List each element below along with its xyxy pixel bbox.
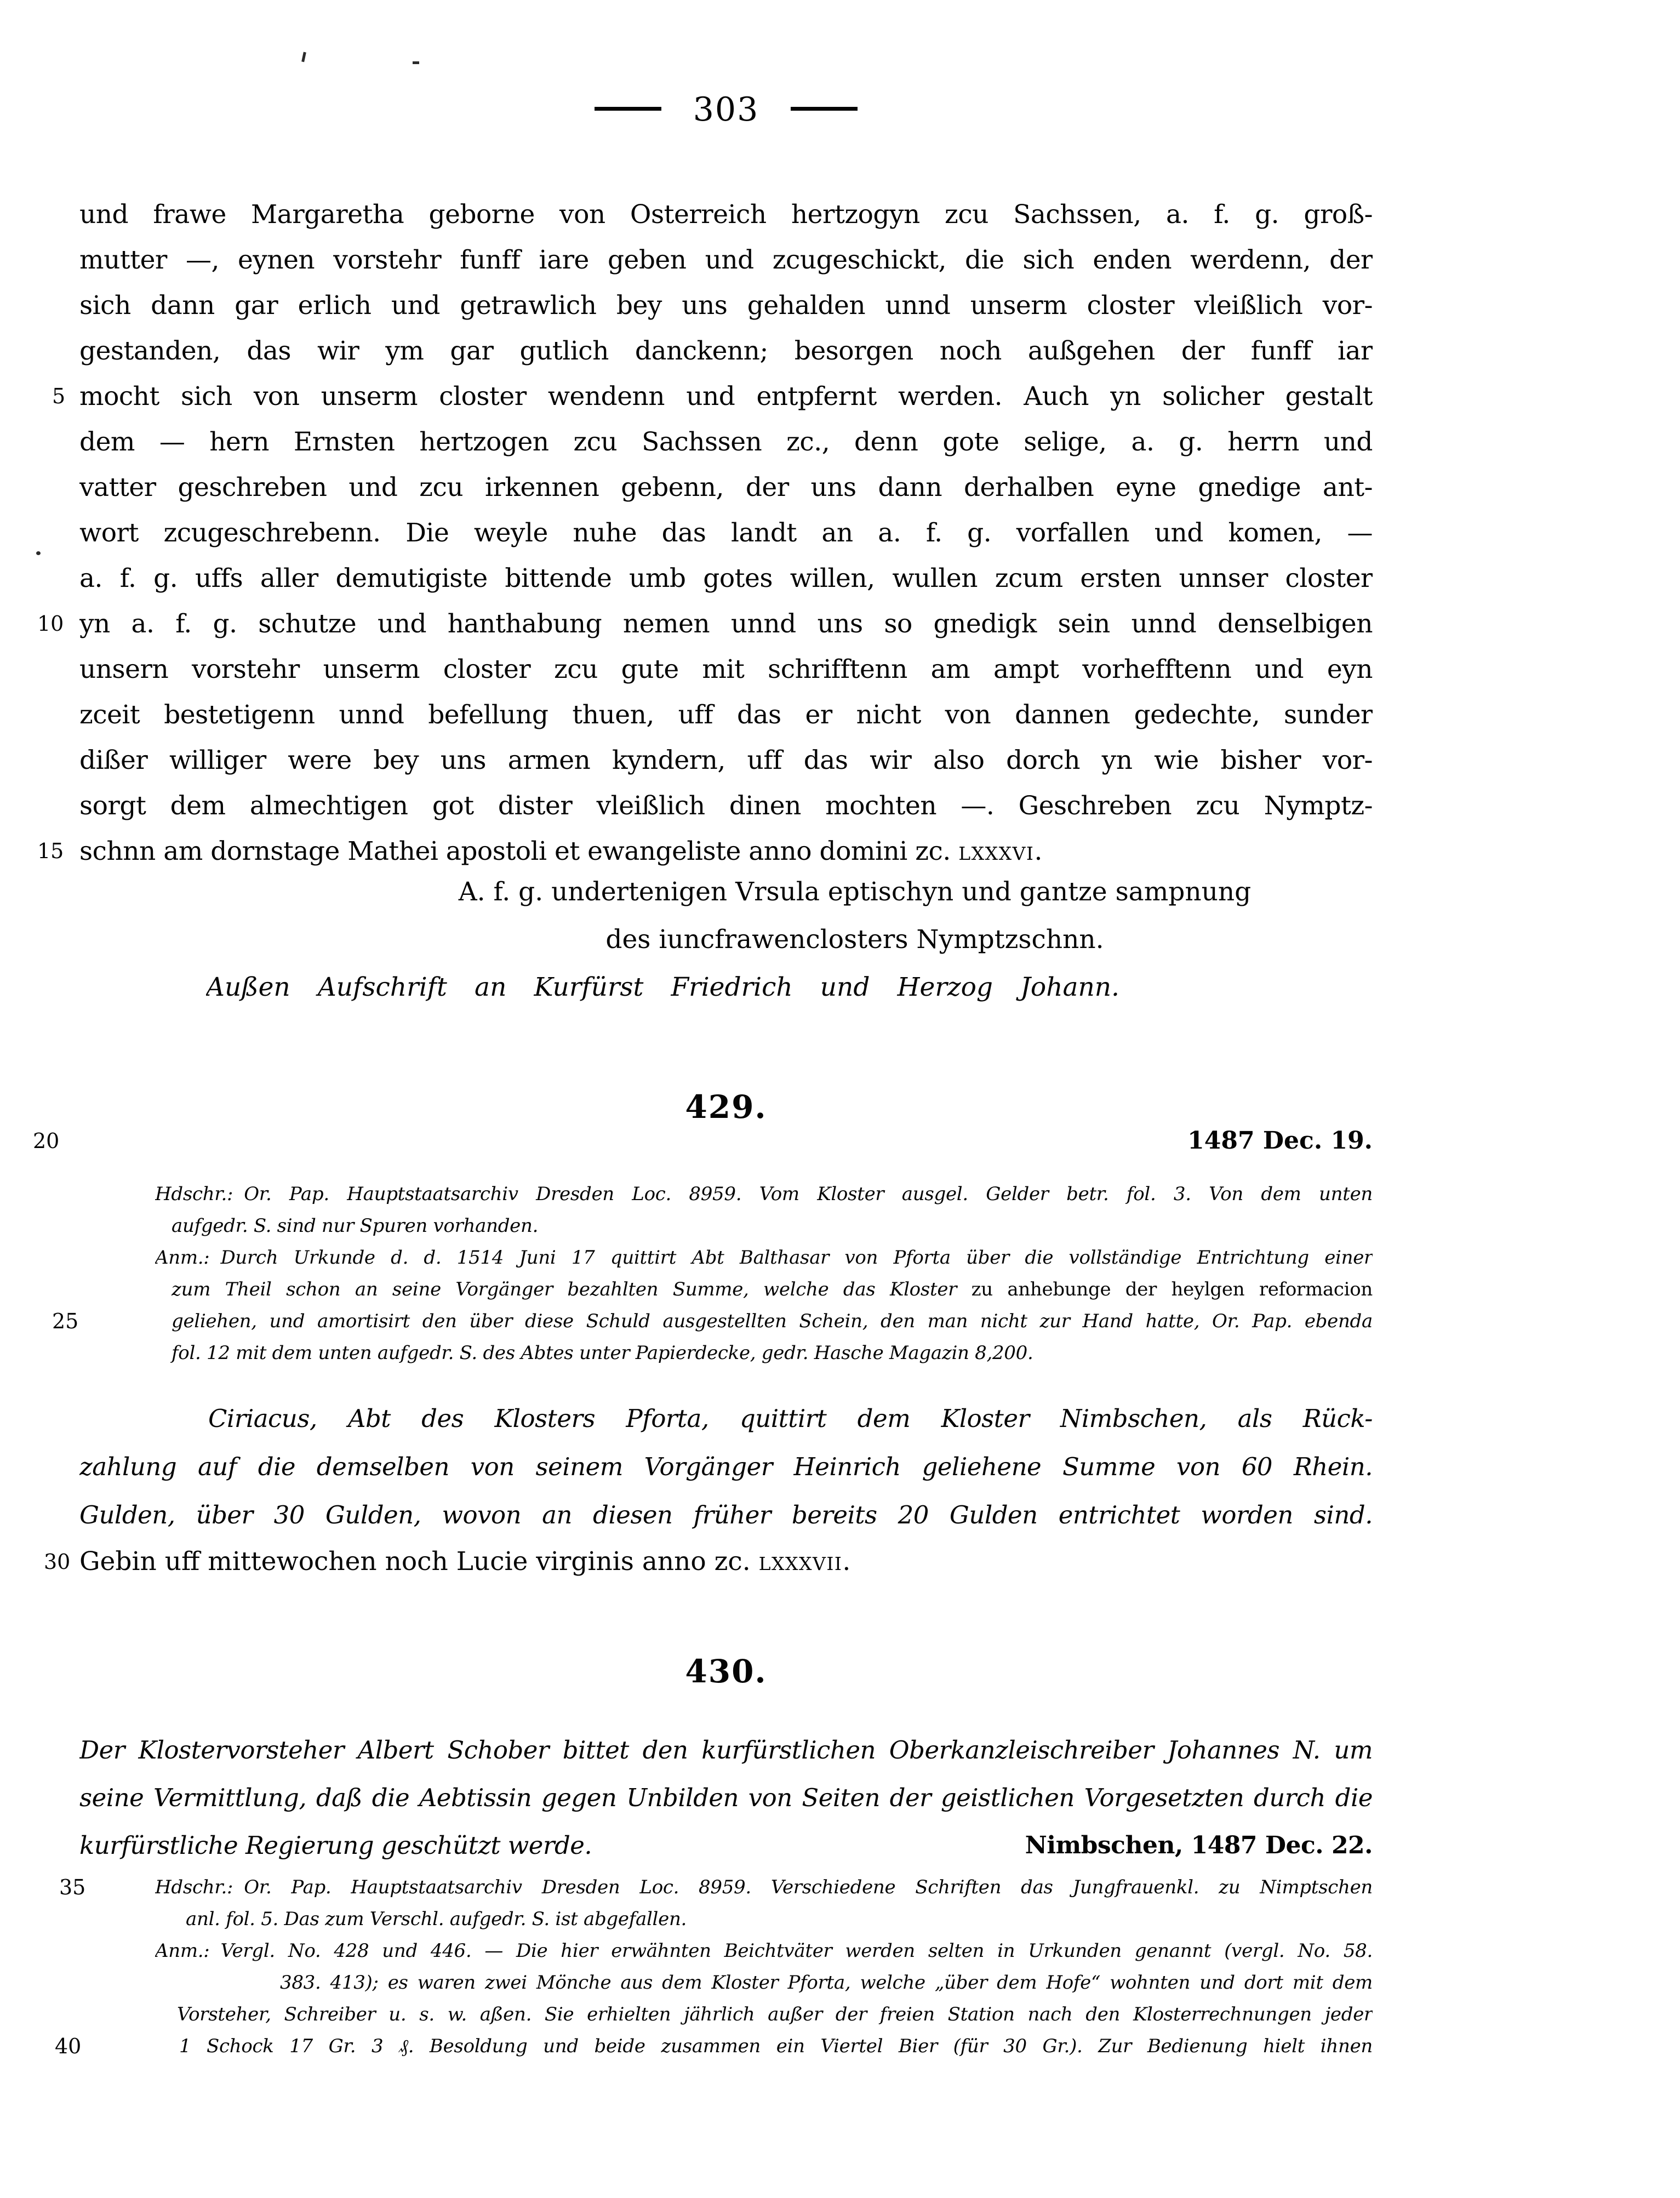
anm-text-italic: zum Theil schon an seine Vorgänger bezahlten Summe, welche das Kloster bbox=[172, 1278, 972, 1300]
doc-429-regest bbox=[79, 1395, 1373, 1539]
scan-speck bbox=[36, 551, 41, 555]
hdschr-note-line: aufgedr. S. sind nur Spuren vorhanden. bbox=[172, 1215, 539, 1237]
body-line-last bbox=[79, 829, 1373, 874]
regest-line: zahlung auf die demselben von seinem Vorgänger Heinrich geliehene Summe von 60 Rhein. bbox=[79, 1452, 1373, 1481]
body-line: sorgt dem almechtigen got dister vleißlich dinen mochten —. Geschreben zcu Nymptz- bbox=[79, 791, 1373, 821]
body-line: und frawe Margaretha geborne von Osterreich hertzogyn zcu Sachssen, a. f. g. groß- bbox=[79, 199, 1373, 230]
body-line: wort zcugeschrebenn. Die weyle nuhe das landt an a. f. g. vorfallen und komen, — bbox=[79, 518, 1373, 548]
body-line: a. f. g. uffs aller demutigiste bittende umb gotes willen, wullen zcum ersten unnser closter bbox=[79, 563, 1373, 593]
letter-428-signature-line-1: A. f. g. undertenigen Vrsula eptischyn und gantze sampnung bbox=[458, 877, 1252, 907]
year-roman-numeral: lxxxvi. bbox=[958, 836, 1043, 866]
dating-text: Gebin uff mittewochen noch Lucie virginis anno zc. bbox=[79, 1546, 759, 1577]
anm-text: Vergl. No. 428 und 446. — Die hier erwähnten Beichtväter werden selten in Urkunden genannt (vergl. No. 58. bbox=[220, 1940, 1373, 1962]
body-line: gestanden, das wir ym gar gutlich danckenn; besorgen noch außgehen der funff iar bbox=[79, 336, 1373, 366]
body-line: yn a. f. g. schutze und hanthabung nemen unnd uns so gnedigk sein unnd denselbigen bbox=[79, 609, 1373, 639]
body-line: mocht sich von unserm closter wendenn und entpfernt werden. Auch yn solicher gestalt bbox=[79, 381, 1373, 412]
doc-429-heading: 429. bbox=[685, 1088, 767, 1126]
anm-label: Anm.: bbox=[155, 1940, 210, 1962]
anm-note-line: Vorsteher, Schreiber u. s. w. aßen. Sie erhielten jährlich außer der freien Station nach den Klosterrechnungen jeder bbox=[177, 2003, 1373, 2025]
header-rule-right bbox=[791, 107, 858, 111]
body-line: sich dann gar erlich und getrawlich bey uns gehalden unnd unserm closter vleißlich vor- bbox=[79, 290, 1373, 321]
regest-line: Gulden, über 30 Gulden, wovon an diesen früher bereits 20 Gulden entrichtet worden sind. bbox=[79, 1500, 1373, 1529]
hdschr-note-line: anl. fol. 5. Das zum Verschl. aufgedr. S. ist abgefallen. bbox=[186, 1908, 687, 1930]
doc-429-source-notes bbox=[155, 1178, 1373, 1369]
regest-line: Ciriacus, Abt des Klosters Pforta, quittirt dem Kloster Nimbschen, als Rück- bbox=[208, 1404, 1373, 1433]
regest-line: Der Klostervorsteher Albert Schober bittet den kurfürstlichen Oberkanzleischreiber Johannes N. um bbox=[79, 1735, 1373, 1765]
body-line: zceit bestetigenn unnd befellung thuen, uff das er nicht von dannen gedechte, sunder bbox=[79, 700, 1373, 730]
hdschr-label: Hdschr.: bbox=[155, 1183, 233, 1205]
doc-430-source-notes bbox=[155, 1871, 1373, 2062]
body-line: dißer williger were bey uns armen kyndern, uff das wir also dorch yn wie bisher vor- bbox=[79, 745, 1373, 775]
page-header bbox=[79, 88, 1373, 132]
letter-428-address-note: Außen Aufschrift an Kurfürst Friedrich und Herzog Johann. bbox=[206, 972, 1119, 1002]
body-line: unsern vorstehr unserm closter zcu gute mit schrifftenn am ampt vorhefftenn und eyn bbox=[79, 654, 1373, 684]
anm-note-line: fol. 12 mit dem unten aufgedr. S. des Abtes unter Papierdecke, gedr. Hasche Magazin 8,200. bbox=[172, 1342, 1033, 1364]
margin-line-number-35: 35 bbox=[59, 1875, 86, 1899]
margin-line-number-10: 10 bbox=[37, 612, 64, 636]
anm-note-line bbox=[155, 1274, 1373, 1305]
doc-429-dating-line bbox=[79, 1545, 1373, 1578]
doc-430-heading: 430. bbox=[685, 1653, 767, 1690]
hdschr-note-line bbox=[155, 1871, 1373, 1903]
body-line: vatter geschreben und zcu irkennen gebenn, der uns dann derhalben eyne gnedige ant- bbox=[79, 472, 1373, 503]
anm-note-line: geliehen, und amortisirt den über diese Schuld ausgestellten Schein, den man nicht zur Hand hatte, Or. Pap. ebenda bbox=[172, 1310, 1373, 1332]
hdschr-text: Or. Pap. Hauptstaatsarchiv Dresden Loc. 8959. Vom Kloster ausgel. Gelder betr. fol. 3. Von dem unten bbox=[244, 1183, 1373, 1205]
anm-label: Anm.: bbox=[155, 1247, 210, 1269]
doc-430-regest bbox=[79, 1726, 1373, 1869]
hdschr-text: Or. Pap. Hauptstaatsarchiv Dresden Loc. 8959. Verschiedene Schriften das Jungfrauenkl. zu Nimptschen bbox=[244, 1876, 1373, 1898]
year-roman-numeral: lxxxvii. bbox=[758, 1546, 852, 1577]
body-line: mutter —, eynen vorstehr funff iare geben und zcugeschickt, die sich enden werdenn, der bbox=[79, 245, 1373, 275]
header-rule-left bbox=[595, 107, 661, 111]
anm-note-line bbox=[155, 1935, 1373, 1967]
anm-quoted-source-text: zu anhebunge der heylgen reformacion bbox=[971, 1278, 1373, 1300]
regest-text: kurfürstliche Regierung geschützt werde. bbox=[79, 1831, 592, 1860]
regest-line: seine Vermittlung, daß die Aebtissin gegen Unbilden von Seiten der geistlichen Vorgesetzten durch die bbox=[79, 1783, 1373, 1812]
letter-428-body bbox=[79, 192, 1373, 874]
hdschr-label: Hdschr.: bbox=[155, 1876, 233, 1898]
doc-430-place-date: Nimbschen, 1487 Dec. 22. bbox=[1025, 1831, 1373, 1859]
page-number: 303 bbox=[693, 90, 759, 129]
body-line-last-text: schnn am dornstage Mathei apostoli et ewangeliste anno domini zc. bbox=[79, 836, 959, 866]
hdschr-note-line bbox=[155, 1178, 1373, 1210]
anm-note-line: 1 Schock 17 Gr. 3 ₰. Besoldung und beide zusammen ein Viertel Bier (für 30 Gr.). Zur Bedienung hielt ihnen bbox=[179, 2035, 1373, 2057]
margin-line-number-40: 40 bbox=[55, 2034, 82, 2058]
anm-text: Durch Urkunde d. d. 1514 Juni 17 quittirt Abt Balthasar von Pforta über die vollständige Entrichtung einer bbox=[220, 1247, 1373, 1269]
body-line: dem — hern Ernsten hertzogen zcu Sachssen zc., denn gote selige, a. g. herrn und bbox=[79, 427, 1373, 457]
margin-line-number-20: 20 bbox=[33, 1129, 60, 1153]
margin-line-number-25: 25 bbox=[52, 1309, 79, 1333]
anm-note-line bbox=[155, 1242, 1373, 1274]
scan-speck bbox=[301, 52, 306, 62]
scan-speck bbox=[413, 61, 419, 64]
doc-429-date: 1487 Dec. 19. bbox=[1187, 1127, 1373, 1155]
margin-line-number-30: 30 bbox=[44, 1550, 71, 1574]
letter-428-signature-line-2: des iuncfrawenclosters Nymptzschnn. bbox=[605, 924, 1104, 955]
margin-line-number-15: 15 bbox=[37, 839, 64, 863]
margin-line-number-5: 5 bbox=[52, 384, 66, 408]
anm-note-line: 383. 413); es waren zwei Mönche aus dem Kloster Pforta, welche „über dem Hofe“ wohnten und dort mit dem bbox=[280, 1972, 1373, 1994]
regest-line-with-date bbox=[79, 1822, 1373, 1869]
